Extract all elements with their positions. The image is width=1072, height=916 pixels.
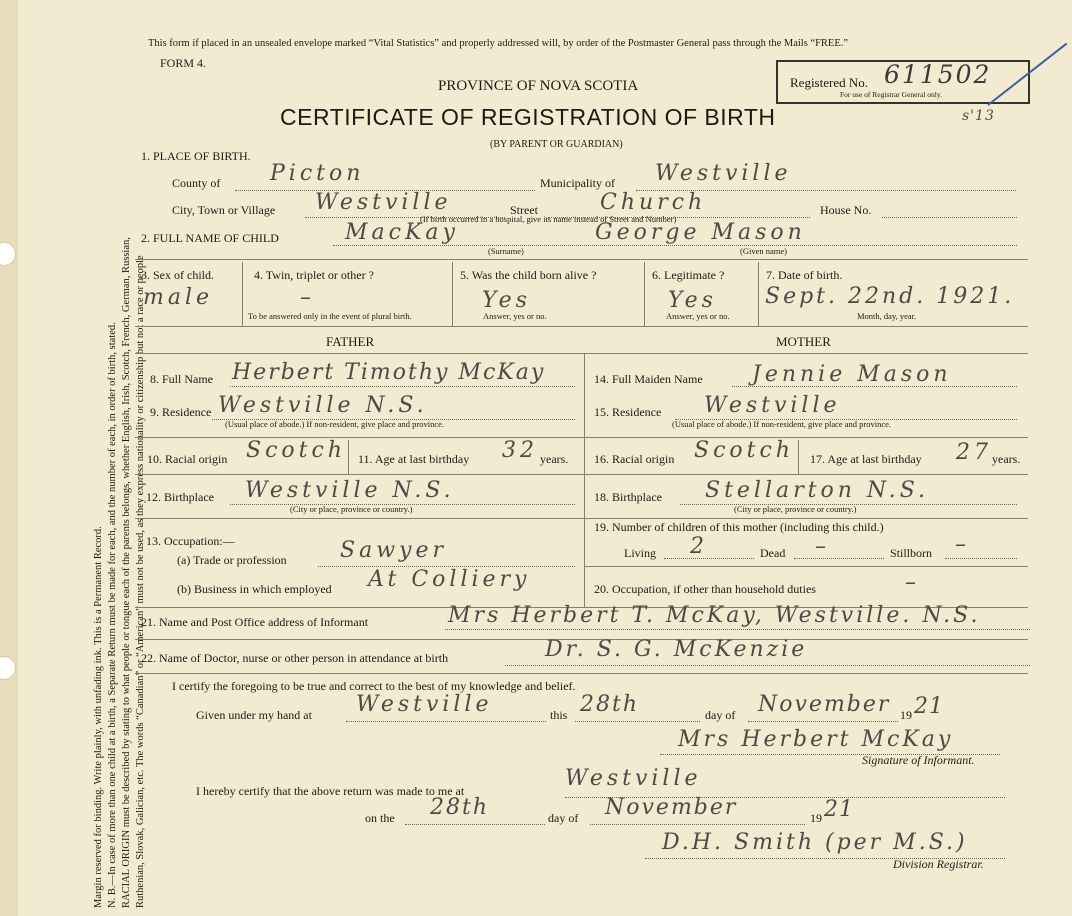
father-residence-label: 9. Residence	[150, 405, 212, 419]
registrar-statement: I hereby certify that the above return was made to me at	[196, 784, 465, 798]
municipality-value: Westville	[655, 161, 792, 186]
mother-birthplace-value: Stellarton N.S.	[705, 478, 930, 503]
street-value: Church	[600, 190, 707, 215]
registrar-day-of-label: day of	[548, 811, 579, 825]
doctor-label: 22. Name of Doctor, nurse or other person in attendance at birth	[141, 651, 449, 665]
child-surname: MacKay	[345, 220, 459, 245]
alive-label: 5. Was the child born alive ?	[460, 268, 597, 282]
trade-value: Sawyer	[340, 538, 447, 563]
registrar-label: Division Registrar.	[893, 857, 984, 871]
legitimate-value: Yes	[668, 288, 717, 313]
mother-name-label: 14. Full Maiden Name	[594, 372, 703, 386]
child-name-label: 2. FULL NAME OF CHILD	[141, 231, 279, 245]
mother-birthplace-label: 18. Birthplace	[594, 490, 662, 504]
side-note-line: Margin reserved for binding. Write plainly, with unfading ink. This is a Permanent Record.	[93, 526, 104, 908]
business-value: At Colliery	[368, 567, 531, 592]
mother-age-unit: years.	[992, 452, 1021, 466]
twin-note: To be answered only in the event of plural birth.	[248, 311, 412, 321]
living-value: 2	[690, 534, 708, 559]
informant-signature-label: Signature of Informant.	[862, 753, 975, 767]
form-number: FORM 4.	[160, 56, 207, 70]
this-label: this	[550, 708, 568, 722]
binding-margin	[0, 0, 18, 916]
page-title: CERTIFICATE OF REGISTRATION OF BIRTH	[280, 104, 776, 130]
surname-note: (Surname)	[488, 246, 524, 256]
hospital-note: (If birth occurred in a hospital, give its name instead of Street and Number)	[420, 214, 677, 224]
alive-value: Yes	[482, 288, 531, 313]
mother-residence-note: (Usual place of abode.) If non-resident, give place and province.	[672, 419, 892, 429]
side-note-line: RACIAL ORIGIN must be described by stating to what people or tongue each of the parents belongs, whether English, Irish, Scotch, French, German, Russian,	[121, 237, 132, 908]
father-residence-note: (Usual place of abode.) If non-resident, give place and province.	[225, 419, 445, 429]
side-note-line: N. B.—In case of more than one child at a birth, a Separate Return must be made for each, and the number of each, in order of birth, stated.	[107, 322, 118, 908]
city-value: Westville	[315, 190, 452, 215]
registrar-year-suffix: 21	[824, 797, 854, 822]
doctor-value: Dr. S. G. McKenzie	[545, 637, 808, 662]
registered-note: For use of Registrar General only.	[840, 90, 942, 99]
child-given-name: George Mason	[595, 220, 806, 245]
on-the-label: on the	[365, 811, 395, 825]
county-label: County of	[172, 176, 221, 190]
date-note: Month, day, year.	[857, 311, 917, 321]
business-label: (b) Business in which employed	[177, 582, 332, 596]
province-heading: PROVINCE OF NOVA SCOTIA	[438, 78, 639, 94]
street-label: Street	[510, 203, 538, 217]
mother-racial-value: Scotch	[694, 438, 794, 463]
registrar-year-prefix: 19	[810, 811, 822, 825]
dead-label: Dead	[760, 546, 786, 560]
mother-heading: MOTHER	[776, 334, 831, 349]
mother-occupation-value: –	[905, 570, 920, 595]
side-notes	[92, 28, 148, 908]
occupation-label: 13. Occupation:—	[146, 534, 235, 548]
house-label: House No.	[820, 203, 872, 217]
father-name-label: 8. Full Name	[150, 372, 213, 386]
mother-age-value: 27	[956, 440, 992, 465]
legitimate-note: Answer, yes or no.	[666, 311, 730, 321]
registered-number: 611502	[884, 60, 992, 89]
mother-name-value: Jennie Mason	[752, 362, 952, 387]
mail-notice: This form if placed in an unsealed envelope marked “Vital Statistics” and properly addressed will, by order of the Postmaster General pass through the Mails “FREE.”	[148, 38, 849, 49]
father-heading: FATHER	[326, 334, 375, 349]
father-racial-value: Scotch	[246, 438, 346, 463]
father-name-value: Herbert Timothy McKay	[232, 360, 546, 385]
sex-value: male	[143, 285, 214, 310]
informant-signature: Mrs Herbert McKay	[678, 727, 954, 752]
father-birthplace-label: 12. Birthplace	[146, 490, 214, 504]
given-name-note: (Given name)	[740, 246, 787, 256]
day-of-label: day of	[705, 708, 736, 722]
given-year-suffix: 21	[914, 694, 944, 719]
page-subtitle: (BY PARENT OR GUARDIAN)	[490, 139, 623, 150]
mother-occupation-label: 20. Occupation, if other than household duties	[594, 582, 816, 596]
date-label: 7. Date of birth.	[766, 268, 843, 282]
mother-residence-value: Westville	[704, 393, 841, 418]
stillborn-label: Stillborn	[890, 546, 933, 560]
father-birthplace-note: (City or place, province or country.)	[290, 504, 413, 514]
mother-racial-label: 16. Racial origin	[594, 452, 675, 466]
mother-birthplace-note: (City or place, province or country.)	[734, 504, 857, 514]
mother-age-label: 17. Age at last birthday	[810, 452, 922, 466]
father-age-value: 32	[502, 438, 538, 463]
registrar-place: Westville	[565, 766, 702, 791]
mother-residence-label: 15. Residence	[594, 405, 662, 419]
side-note-line: Ruthenian, Slovak, Galician, etc. The words “Canadian” or “American” must not be used, as they express nationality or citizenship but not a race or people	[135, 255, 146, 908]
twin-value: –	[300, 285, 315, 310]
stillborn-value: –	[955, 532, 970, 557]
children-count-label: 19. Number of children of this mother (including this child.)	[594, 520, 884, 534]
place-of-birth-label: 1. PLACE OF BIRTH.	[141, 149, 251, 163]
certification-statement: I certify the foregoing to be true and correct to the best of my knowledge and belief.	[172, 679, 576, 693]
dead-value: –	[815, 534, 830, 559]
father-birthplace-value: Westville N.S.	[245, 478, 455, 503]
sex-label: 3. Sex of child.	[141, 268, 214, 282]
living-label: Living	[624, 546, 656, 560]
city-label: City, Town or Village	[172, 203, 276, 217]
registry-scribble: s'13	[962, 108, 995, 124]
legitimate-label: 6. Legitimate ?	[652, 268, 725, 282]
father-residence-value: Westville N.S.	[218, 393, 428, 418]
given-month: November	[758, 692, 891, 717]
given-at-label: Given under my hand at	[196, 708, 312, 722]
registrar-signature: D.H. Smith (per M.S.)	[662, 830, 968, 855]
father-age-unit: years.	[540, 452, 569, 466]
municipality-label: Municipality of	[540, 176, 615, 190]
given-year-prefix: 19	[900, 708, 912, 722]
informant-value: Mrs Herbert T. McKay, Westville. N.S.	[448, 603, 981, 628]
father-racial-label: 10. Racial origin	[147, 452, 228, 466]
alive-note: Answer, yes or no.	[483, 311, 547, 321]
registered-label: Registered No.	[790, 75, 868, 90]
father-age-label: 11. Age at last birthday	[358, 452, 470, 466]
given-day: 28th	[580, 692, 640, 717]
date-value: Sept. 22nd. 1921.	[765, 284, 1015, 309]
registrar-day: 28th	[430, 795, 490, 820]
informant-label: 21. Name and Post Office address of Informant	[141, 615, 369, 629]
registrar-month: November	[605, 795, 738, 820]
trade-label: (a) Trade or profession	[177, 553, 287, 567]
given-place: Westville	[356, 692, 493, 717]
county-value: Picton	[270, 161, 365, 186]
twin-label: 4. Twin, triplet or other ?	[254, 268, 374, 282]
